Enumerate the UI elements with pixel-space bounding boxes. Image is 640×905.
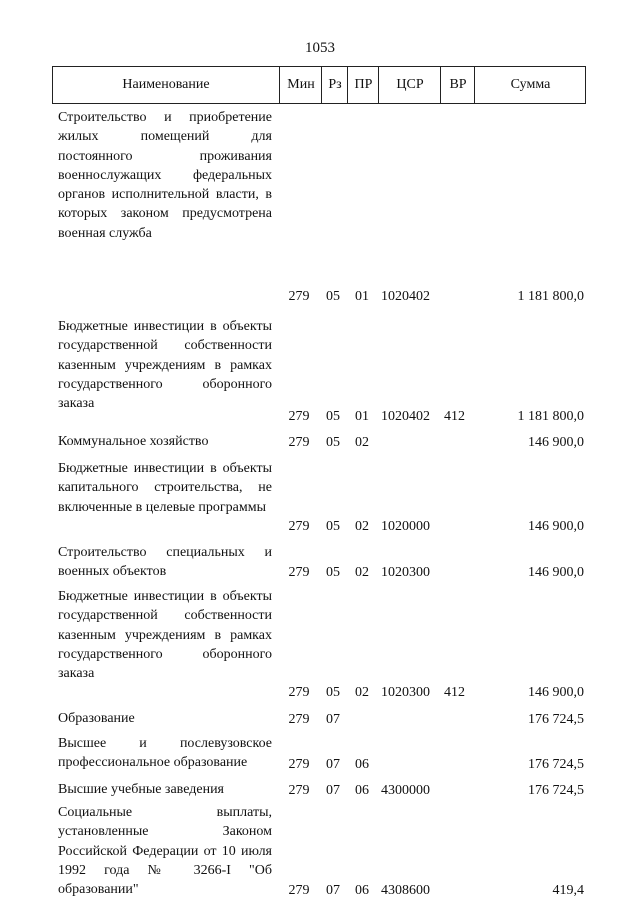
row-min: 279 [288,289,310,304]
row-rz: 07 [326,883,340,898]
row-pr: 02 [355,565,369,580]
header-rz: Рз [321,67,348,103]
table-row [52,734,586,774]
row-vr: 412 [444,685,465,700]
row-min: 279 [288,712,310,727]
row-pr: 01 [355,409,369,424]
row-csr: 1020402 [381,289,430,304]
header-vr: ВР [440,67,475,103]
row-min: 279 [288,435,310,450]
row-rz: 07 [326,712,340,727]
row-name: Бюджетные инвестиции в объекты капитального строительства, не включенные в целевые программы [58,461,272,515]
row-name: Бюджетные инвестиции в объекты государственной собственности казенным учреждениям в рамках государственного оборонного заказа [58,319,272,412]
row-csr: 1020402 [381,409,430,424]
row-rz: 07 [326,757,340,772]
row-pr: 06 [355,883,369,898]
row-min: 279 [288,565,310,580]
page-number: 1053 [305,40,335,56]
row-min: 279 [288,783,310,798]
row-name: Образование [58,711,135,726]
row-min: 279 [288,883,310,898]
row-sum: 146 900,0 [528,435,584,450]
table-row [52,432,586,452]
row-pr: 02 [355,435,369,450]
row-rz: 05 [326,289,340,304]
row-name: Строительство специальных и военных объектов [58,545,272,580]
row-sum: 1 181 800,0 [517,409,584,424]
header-csr: ЦСР [378,67,441,103]
table-row [52,709,586,729]
row-name: Высшие учебные заведения [58,782,224,797]
table-header [52,66,586,104]
row-rz: 05 [326,519,340,534]
row-min: 279 [288,409,310,424]
row-sum: 1 181 800,0 [517,289,584,304]
row-sum: 146 900,0 [528,565,584,580]
row-sum: 146 900,0 [528,519,584,534]
row-name: Строительство и приобретение жилых помещений для постоянного проживания военнослужащих федеральных органов исполнительной власти, в которых законом предусмотрена военная служба [58,110,272,241]
row-rz: 05 [326,685,340,700]
row-csr: 1020000 [381,519,430,534]
table-row [52,108,586,306]
header-sum: Сумма [474,67,586,103]
table-row [52,780,586,800]
row-csr: 4308600 [381,883,430,898]
row-min: 279 [288,685,310,700]
row-name: Коммунальное хозяйство [58,434,209,449]
row-pr: 02 [355,685,369,700]
row-csr: 1020300 [381,565,430,580]
header-name: Наименование [122,77,210,92]
table-row [52,587,586,702]
row-rz: 07 [326,783,340,798]
row-sum: 419,4 [552,883,584,898]
table-row [52,803,586,900]
row-sum: 176 724,5 [528,783,584,798]
header-min: Мин [279,67,322,103]
row-name: Бюджетные инвестиции в объекты государственной собственности казенным учреждениям в рамках государственного оборонного заказа [58,589,272,682]
row-name: Социальные выплаты, установленные Законом Российской Федерации от 10 июля 1992 года № 3266-I "Об образовании" [58,805,272,898]
row-rz: 05 [326,435,340,450]
row-sum: 176 724,5 [528,757,584,772]
table-row [52,317,586,426]
table-row [52,459,586,536]
budget-table [52,66,586,898]
row-name: Высшее и послевузовское профессиональное образование [58,736,272,771]
header-pr: ПР [347,67,379,103]
row-csr: 1020300 [381,685,430,700]
row-csr: 4300000 [381,783,430,798]
row-pr: 06 [355,757,369,772]
row-vr: 412 [444,409,465,424]
row-sum: 146 900,0 [528,685,584,700]
table-row [52,543,586,582]
row-min: 279 [288,519,310,534]
row-pr: 06 [355,783,369,798]
row-pr: 02 [355,519,369,534]
row-rz: 05 [326,565,340,580]
row-pr: 01 [355,289,369,304]
row-rz: 05 [326,409,340,424]
row-min: 279 [288,757,310,772]
row-sum: 176 724,5 [528,712,584,727]
